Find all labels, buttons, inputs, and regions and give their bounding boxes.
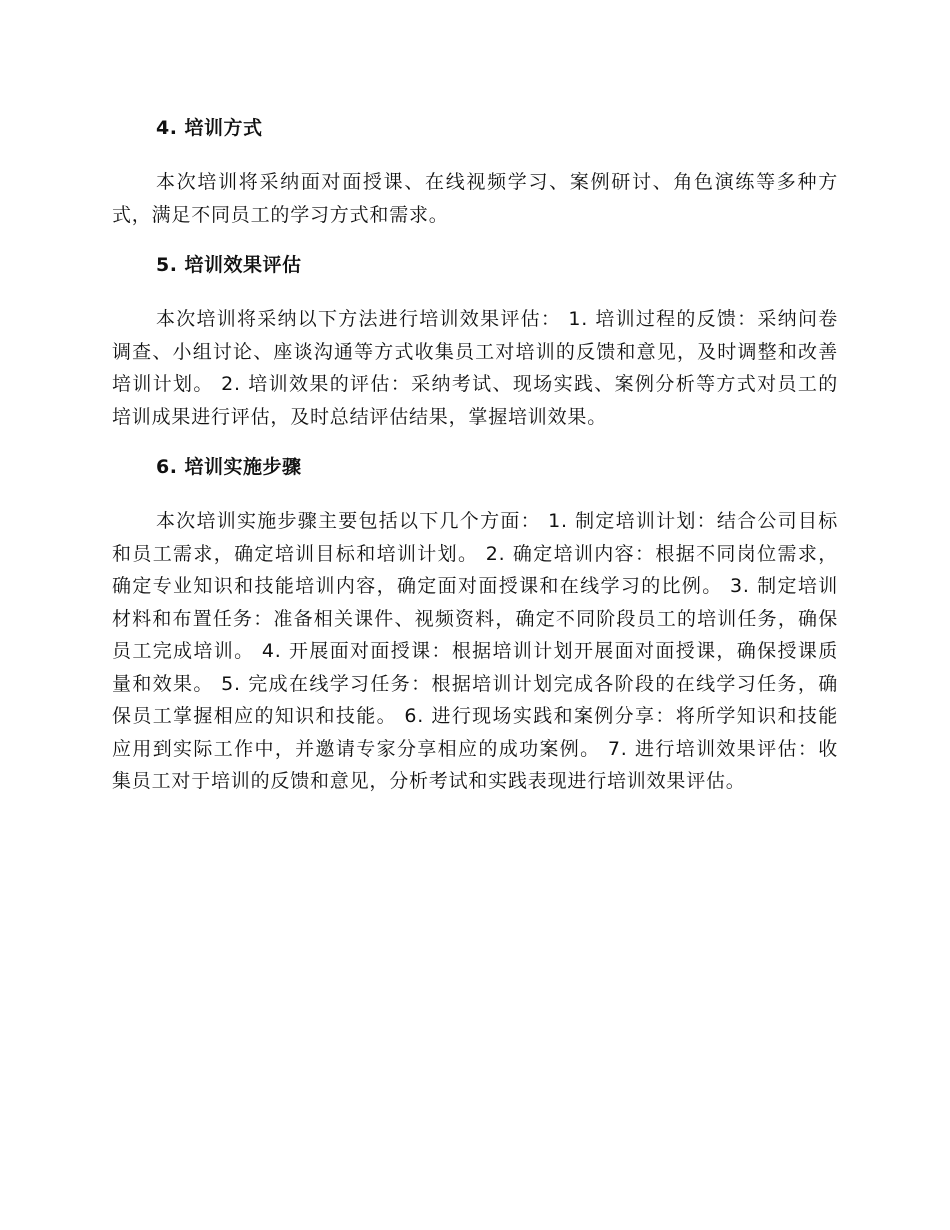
section-heading-effect-evaluation: 5. 培训效果评估 bbox=[156, 254, 302, 276]
section-heading-training-methods: 4. 培训方式 bbox=[156, 117, 263, 139]
section-body-training-methods: 本次培训将采纳面对面授课、在线视频学习、案例研讨、角色演练等多种方式，满足不同员工的学习方式和需求。 bbox=[112, 171, 838, 226]
section-heading-implementation-steps: 6. 培训实施步骤 bbox=[156, 456, 302, 478]
section-body-effect-evaluation: 本次培训将采纳以下方法进行培训效果评估： 1. 培训过程的反馈：采纳问卷调查、小组讨论、座谈沟通等方式收集员工对培训的反馈和意见，及时调整和改善培训计划。 2. 培训效果的评估：采纳考试、现场实践、案例分析等方式对员工的培训成果进行评估，及时总结评估结果，掌握培训效果。 bbox=[112, 308, 838, 428]
document-page bbox=[112, 112, 838, 816]
section-body-implementation-steps: 本次培训实施步骤主要包括以下几个方面： 1. 制定培训计划：结合公司目标和员工需求，确定培训目标和培训计划。 2. 确定培训内容：根据不同岗位需求，确定专业知识和技能培训内容，确定面对面授课和在线学习的比例。 3. 制定培训材料和布置任务：准备相关课件、视频资料，确定不同阶段员工的培训任务，确保员工完成培训。 4. 开展面对面授课：根据培训计划开展面对面授课，确保授课质量和效果。 5. 完成在线学习任务：根据培训计划完成各阶段的在线学习任务，确保员工掌握相应的知识和技能。 6. 进行现场实践和案例分享：将所学知识和技能应用到实际工作中，并邀请专家分享相应的成功案例。 7. 进行培训效果评估：收集员工对于培训的反馈和意见，分析考试和实践表现进行培训效果评估。 bbox=[112, 510, 838, 792]
